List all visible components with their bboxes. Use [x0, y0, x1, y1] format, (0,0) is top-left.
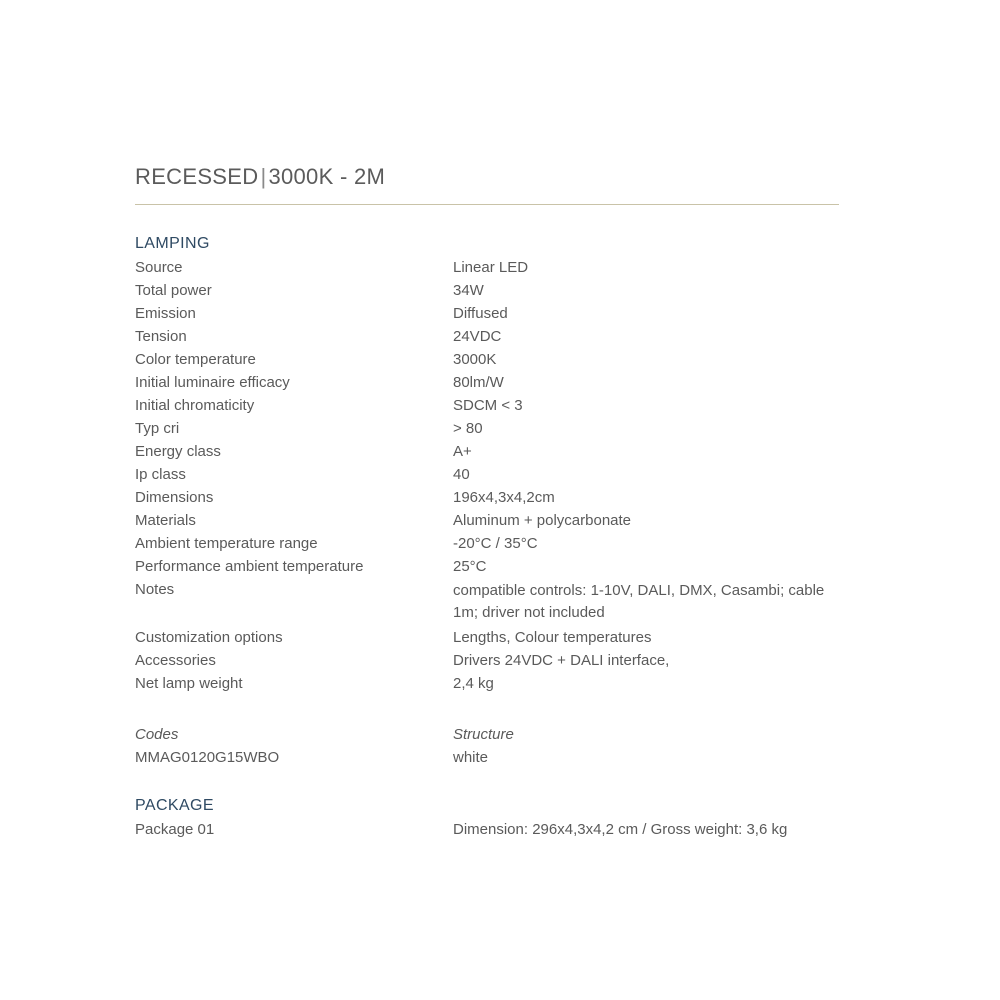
package-section	[135, 794, 855, 841]
structure-value: white	[453, 749, 489, 766]
spec-value: Aluminum + polycarbonate	[453, 512, 632, 529]
spec-row-energy-class	[135, 440, 855, 463]
spec-row-performance-temperature	[135, 555, 855, 578]
spec-row-cri	[135, 417, 855, 440]
spec-label: Tension	[135, 328, 187, 345]
spec-label: Accessories	[135, 652, 216, 669]
page-title	[135, 164, 385, 190]
spec-label: Dimensions	[135, 489, 214, 506]
title-variant: 3000K - 2M	[268, 164, 386, 189]
package-label: Package 01	[135, 821, 215, 838]
spec-value: 196x4,3x4,2cm	[453, 489, 555, 506]
spec-row-customization	[135, 626, 855, 649]
spec-value: compatible controls: 1-10V, DALI, DMX, Casambi; cable 1m; driver not included	[453, 582, 825, 621]
spec-value: Drivers 24VDC + DALI interface,	[453, 652, 670, 669]
spec-value: A+	[453, 443, 472, 460]
spec-row-source	[135, 256, 855, 279]
spec-value: 2,4 kg	[453, 675, 494, 692]
spec-row-tension	[135, 325, 855, 348]
spec-value: 80lm/W	[453, 374, 504, 391]
spec-label: Ambient temperature range	[135, 535, 318, 552]
spec-value: 25°C	[453, 558, 487, 575]
codes-heading: Codes	[135, 726, 179, 743]
spec-row-ambient-temperature	[135, 532, 855, 555]
spec-value: Lengths, Colour temperatures	[453, 629, 652, 646]
spec-value: -20°C / 35°C	[453, 535, 538, 552]
product-code: MMAG0120G15WBO	[135, 749, 280, 766]
package-value: Dimension: 296x4,3x4,2 cm / Gross weight: 3,6 kg	[453, 821, 788, 838]
title-divider	[135, 204, 839, 205]
spec-label: Total power	[135, 282, 212, 299]
spec-row-accessories	[135, 649, 855, 672]
spec-value: SDCM < 3	[453, 397, 523, 414]
spec-label: Source	[135, 259, 183, 276]
codes-heading-row	[135, 723, 855, 746]
lamping-section	[135, 232, 855, 695]
spec-value: > 80	[453, 420, 483, 437]
structure-heading: Structure	[453, 726, 514, 743]
spec-value: Linear LED	[453, 259, 529, 276]
spec-label: Ip class	[135, 466, 186, 483]
package-row	[135, 818, 855, 841]
spec-label: Net lamp weight	[135, 675, 243, 692]
codes-value-row	[135, 746, 855, 769]
spec-value: Diffused	[453, 305, 508, 322]
package-heading: PACKAGE	[135, 797, 214, 814]
codes-section	[135, 723, 855, 769]
spec-row-chromaticity	[135, 394, 855, 417]
spec-row-total-power	[135, 279, 855, 302]
spec-row-materials	[135, 509, 855, 532]
spec-label: Typ cri	[135, 420, 180, 437]
spec-label: Color temperature	[135, 351, 256, 368]
spec-value: 40	[453, 466, 470, 483]
spec-row-notes	[135, 578, 855, 626]
spec-row-dimensions	[135, 486, 855, 509]
spec-row-efficacy	[135, 371, 855, 394]
lamping-heading: LAMPING	[135, 235, 210, 252]
spec-label: Materials	[135, 512, 196, 529]
spec-label: Emission	[135, 305, 196, 322]
spec-label: Customization options	[135, 629, 283, 646]
title-separator: |	[260, 164, 267, 189]
title-product-type: RECESSED	[135, 164, 259, 189]
spec-value: 3000K	[453, 351, 497, 368]
spec-row-emission	[135, 302, 855, 325]
spec-label: Initial luminaire efficacy	[135, 374, 290, 391]
spec-label: Energy class	[135, 443, 221, 460]
spec-label: Initial chromaticity	[135, 397, 255, 414]
spec-value: 34W	[453, 282, 484, 299]
spec-label: Performance ambient temperature	[135, 558, 364, 575]
spec-row-net-weight	[135, 672, 855, 695]
spec-row-color-temperature	[135, 348, 855, 371]
spec-row-ip-class	[135, 463, 855, 486]
spec-label: Notes	[135, 581, 175, 598]
spec-value: 24VDC	[453, 328, 502, 345]
